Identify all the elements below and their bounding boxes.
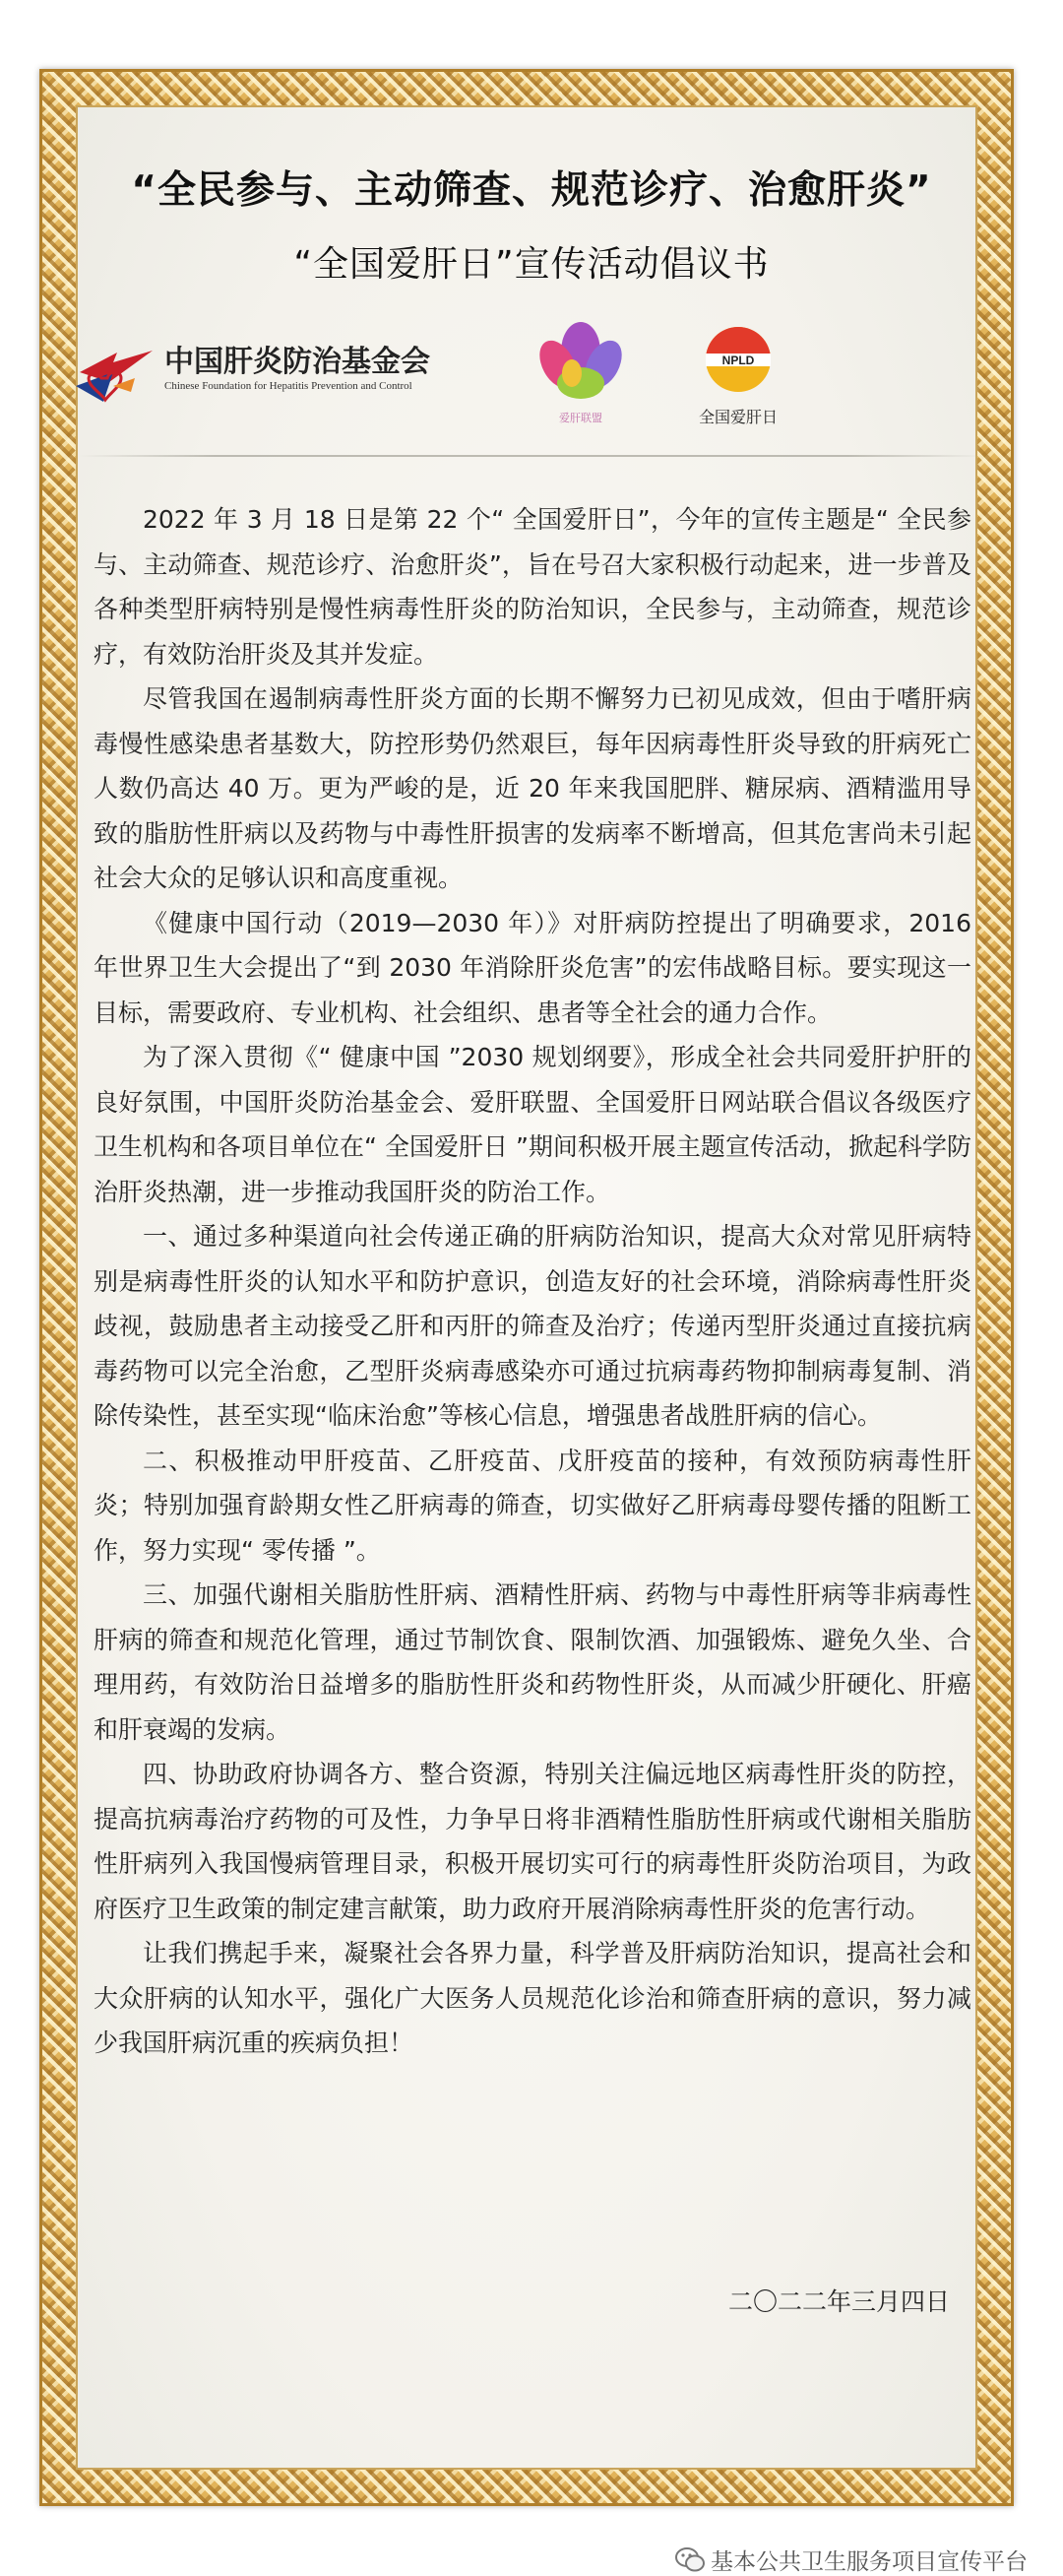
npld-label: 全国爱肝日 [698, 408, 778, 426]
cfhpc-logo [74, 335, 458, 414]
header-divider [79, 455, 984, 457]
paragraph: 三、加强代谢相关脂肪性肝病、酒精性肝病、药物与中毒性肝病等非病毒性肝病的筛查和规范化管理，通过节制饮食、限制饮酒、加强锻炼、避免久坐、合理用药，有效防治日益增多的脂肪性肝炎和药物性肝炎，从而减少肝硬化、肝癌和肝衰竭的发病。 [94, 1580, 971, 1744]
paragraph: 让我们携起手来，凝聚社会各界力量，科学普及肝病防治知识，提高社会和大众肝病的认知水平，强化广大医务人员规范化诊治和筛查肝病的意识，努力减少我国肝病沉重的疾病负担！ [94, 1939, 971, 2057]
proposal-body [94, 497, 971, 2066]
npld-circle-icon [699, 320, 778, 399]
signature-date: 二〇二二年三月四日 [727, 2287, 950, 2316]
page-title: “全民参与、主动筛查、规范诊疗、治愈肝炎” [131, 168, 932, 213]
paragraph: 2022 年 3 月 18 日是第 22 个“ 全国爱肝日”，今年的宣传主题是“ 全民参与、主动筛查、规范诊疗、治愈肝炎”，旨在号召大家积极行动起来，进一步普及各种类型肝病特别是慢性病毒性肝炎的防治知识，全民参与，主动筛查，规范诊疗，有效防治肝炎及其并发症。 [94, 505, 971, 669]
logo-row [0, 315, 1063, 443]
paragraph: 一、通过多种渠道向社会传递正确的肝病防治知识，提高大众对常见肝病特别是病毒性肝炎的认知水平和防护意识，创造友好的社会环境，消除病毒性肝炎歧视，鼓励患者主动接受乙肝和丙肝的筛查及治疗；传递丙型肝炎通过直接抗病毒药物可以完全治愈，乙型肝炎病毒感染亦可通过抗病毒药物抑制病毒复制、消除传染性，甚至实现“临床治愈”等核心信息，增强患者战胜肝病的信心。 [94, 1222, 971, 1430]
heart-hand-emblem-icon [74, 343, 160, 412]
npld-badge-text: NPLD [721, 354, 755, 367]
lotus-leaves-icon [536, 320, 625, 407]
paragraph: 为了深入贯彻《“ 健康中国 ”2030 规划纲要》，形成全社会共同爱肝护肝的良好氛围，中国肝炎防治基金会、爱肝联盟、全国爱肝日网站联合倡议各级医疗卫生机构和各项目单位在“ 全国爱肝日 ”期间积极开展主题宣传活动，掀起科学防治肝炎热潮，进一步推动我国肝炎的防治工作。 [94, 1043, 971, 1206]
aigan-alliance-label: 爱肝联盟 [559, 412, 602, 424]
paragraph: 尽管我国在遏制病毒性肝炎方面的长期不懈努力已初见成效，但由于嗜肝病毒慢性感染患者基数大，防控形势仍然艰巨，每年因病毒性肝炎导致的肝病死亡人数仍高达 40 万。更为严峻的是，近 20 年来我国肥胖、糖尿病、酒精滥用导致的脂肪性肝病以及药物与中毒性肝损害的发病率不断增高，但其危害尚未引起社会大众的足够认识和高度重视。 [94, 684, 971, 892]
cfhpc-name-en: Chinese Foundation for Hepatitis Prevention and Control [164, 380, 412, 392]
paragraph: 四、协助政府协调各方、整合资源，特别关注偏远地区病毒性肝炎的防控，提高抗病毒治疗药物的可及性，力争早日将非酒精性脂肪性肝病或代谢相关脂肪性肝病列入我国慢病管理目录，积极开展切实可行的病毒性肝炎防治项目，为政府医疗卫生政策的制定建言献策，助力政府开展消除病毒性肝炎的危害行动。 [94, 1760, 971, 1923]
paragraph: 《健康中国行动（2019—2030 年）》对肝病防控提出了明确要求，2016 年世界卫生大会提出了“到 2030 年消除肝炎危害”的宏伟战略目标。要实现这一目标，需要政府、专业机构、社会组织、患者等全社会的通力合作。 [94, 908, 971, 1027]
npld-logo [659, 320, 817, 438]
page-subtitle: “全国爱肝日”宣传活动倡议书 [293, 244, 770, 285]
cfhpc-name-cn: 中国肝炎防治基金会 [164, 345, 430, 379]
paragraph: 二、积极推动甲肝疫苗、乙肝疫苗、戊肝疫苗的接种，有效预防病毒性肝炎；特别加强育龄期女性乙肝病毒的筛查，切实做好乙肝病毒母婴传播的阻断工作，努力实现“ 零传播 ”。 [94, 1446, 971, 1565]
aigan-alliance-logo [536, 320, 625, 438]
wechat-icon [675, 2547, 705, 2573]
source-watermark [675, 2544, 1028, 2576]
watermark-text: 基本公共卫生服务项目宣传平台 [711, 2549, 1028, 2575]
